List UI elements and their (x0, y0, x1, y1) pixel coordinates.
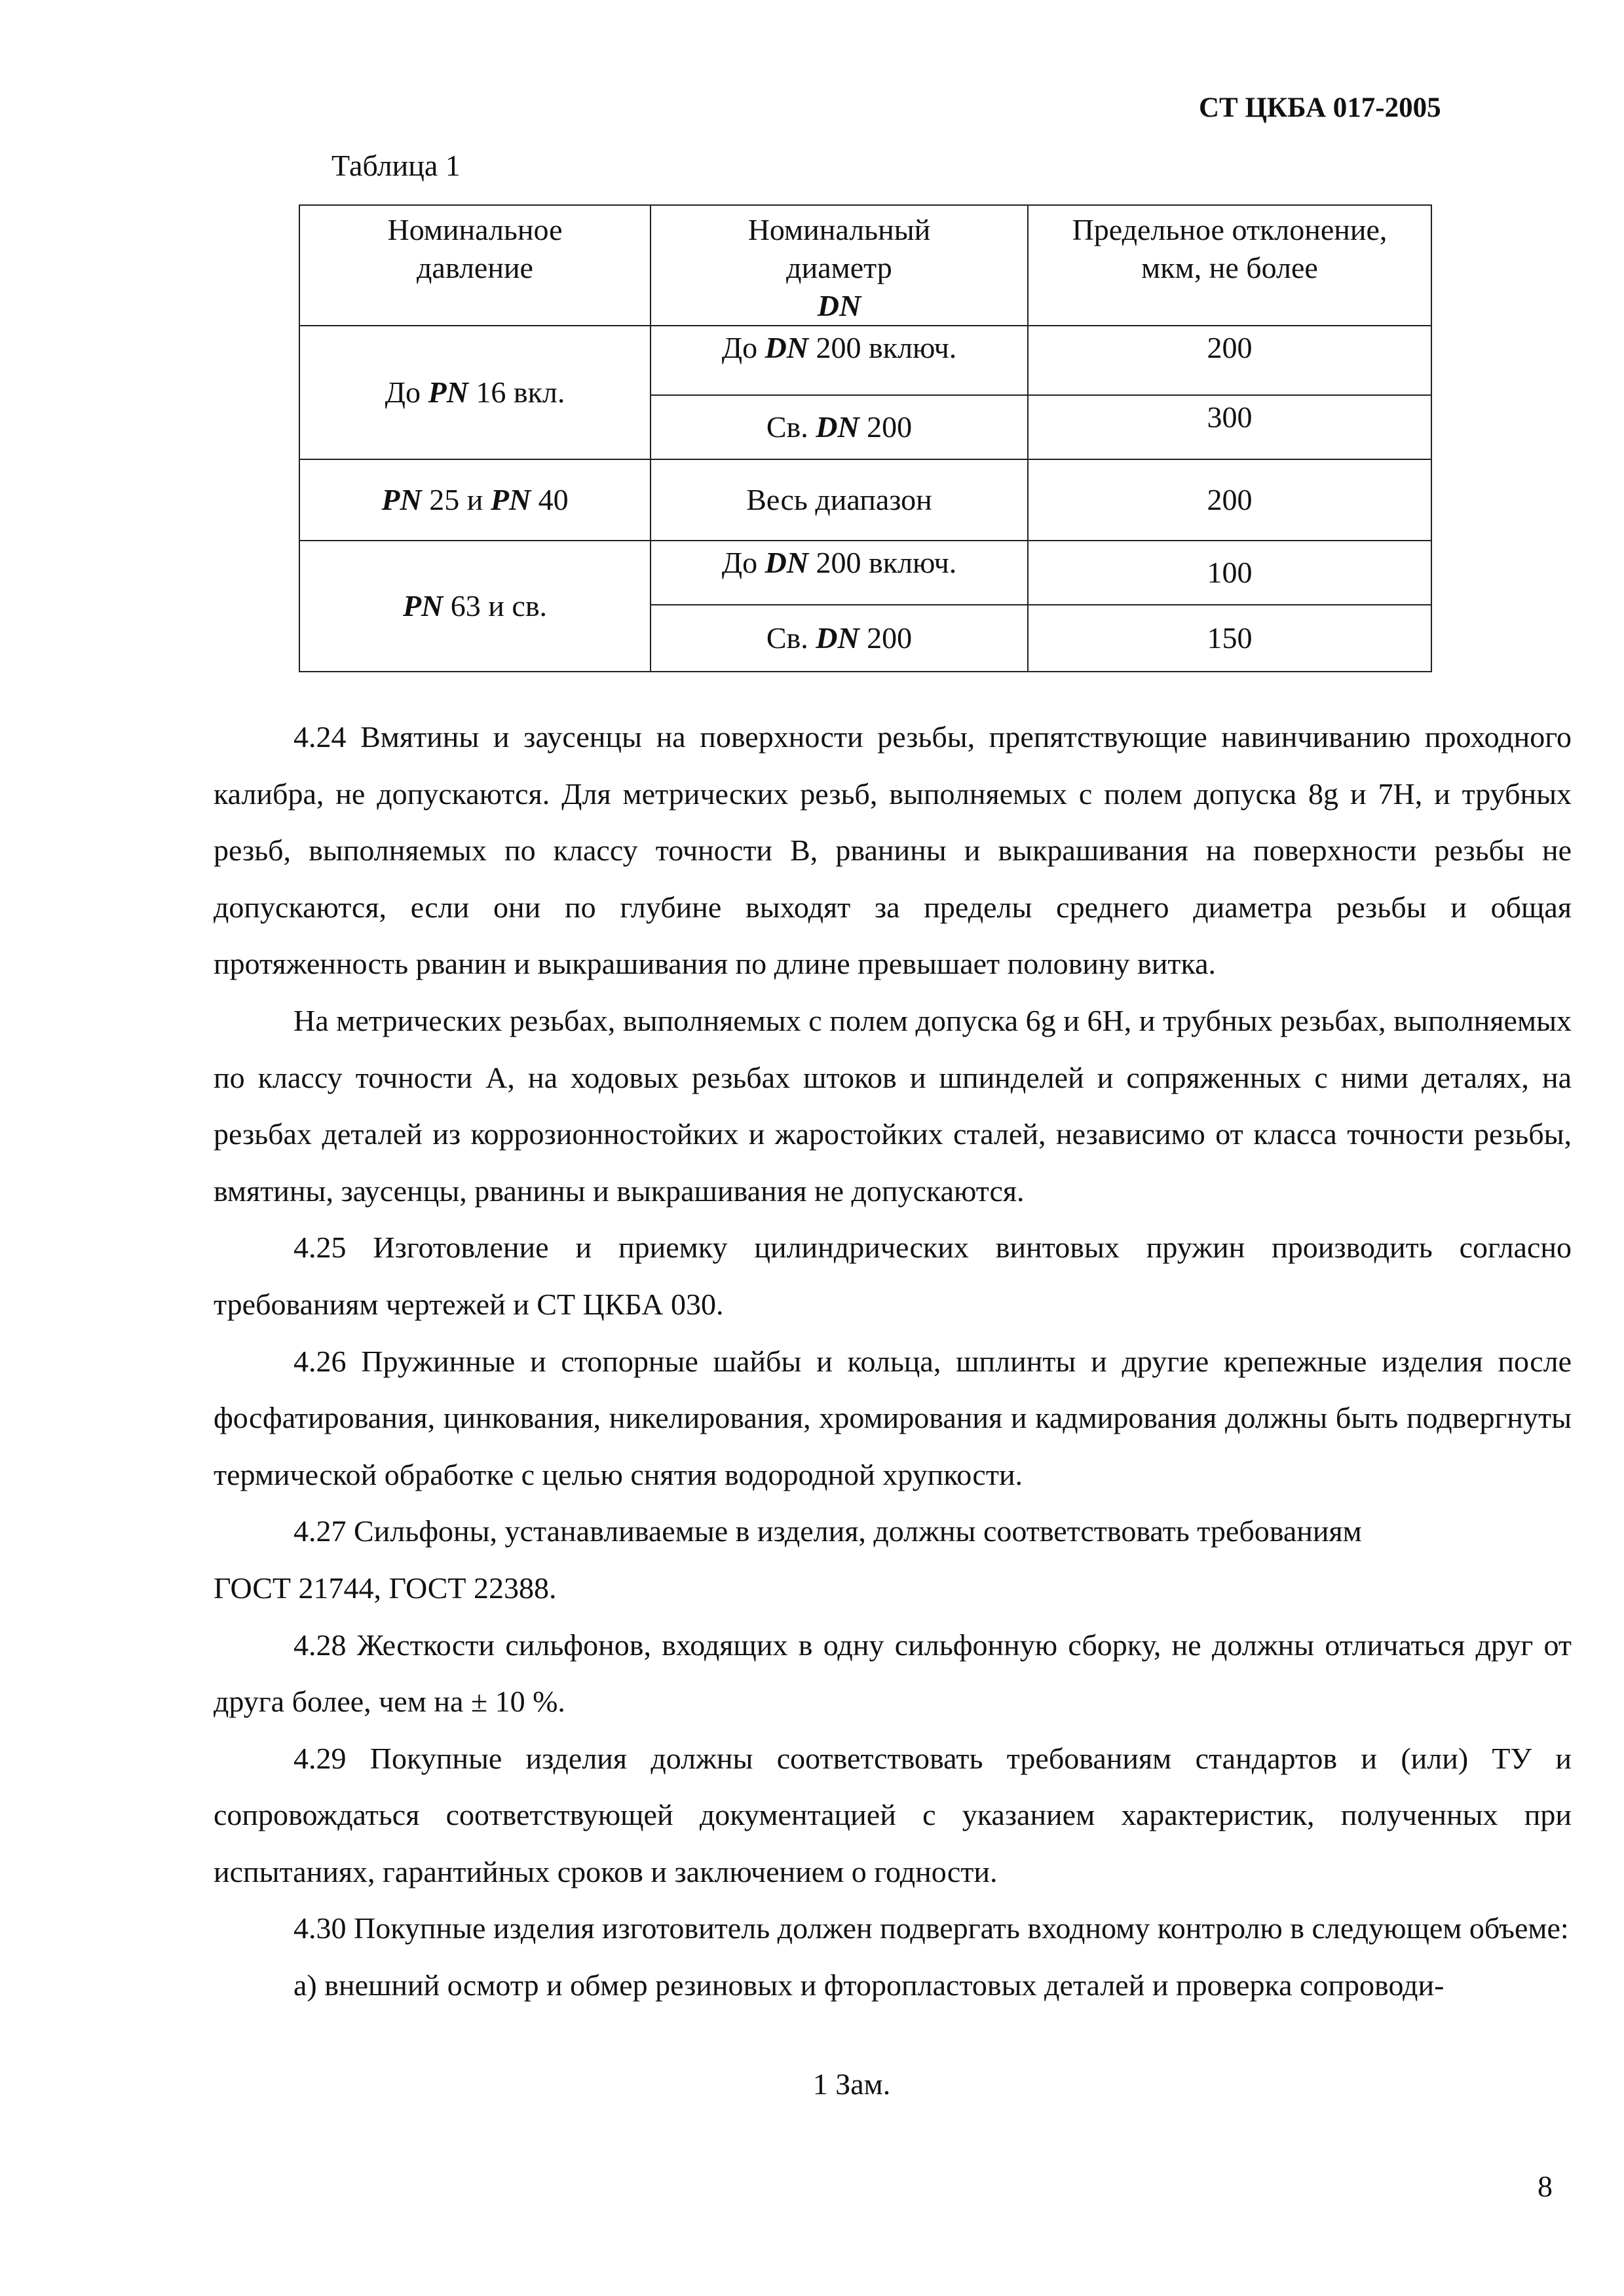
header-dn-symbol: DN (817, 289, 861, 322)
paragraph-4-27-standards: ГОСТ 21744, ГОСТ 22388. (214, 1571, 557, 1605)
cell-text: 200 включ. (808, 546, 957, 579)
deviation-cell: 200 (1028, 459, 1431, 541)
header-line (651, 287, 1027, 325)
cell-text: 63 и св. (443, 589, 548, 622)
paragraph-4-28: 4.28 Жесткости сильфонов, входящих в одну сильфонную сборку, не должны отличаться друг от друга более, чем на ± 10 %. (214, 1628, 1572, 1719)
deviation-cell: 300 (1028, 395, 1431, 459)
cell-text: До (721, 546, 765, 579)
pn-symbol: PN (381, 483, 422, 516)
tolerance-table (299, 204, 1432, 672)
paragraph-4-30: 4.30 Покупные изделия изготовитель должен подвергать входному контролю в следующем объеме: (293, 1911, 1569, 1945)
dn-symbol: DN (765, 546, 809, 579)
table-title: Таблица 1 (331, 149, 461, 182)
paragraph-4-26: 4.26 Пружинные и стопорные шайбы и кольца, шплинты и другие крепежные изделия после фосфатирования, цинкования, никелирования, хромирования и кадмирования должны быть подвергнуты термической обработке с целью снятия водородной хрупкости. (214, 1344, 1572, 1491)
header-deviation (1028, 205, 1431, 326)
diameter-cell (651, 605, 1028, 672)
table-row (299, 541, 1431, 605)
dn-symbol: DN (816, 621, 859, 655)
table-header-row (299, 205, 1431, 326)
paragraph-4-29: 4.29 Покупные изделия должны соответствовать требованиям стандартов и (или) ТУ и сопровождаться соответствующей документацией с указанием характеристик, полученных при испытаниях, гарантийных сроков и заключением о годности. (214, 1741, 1572, 1888)
cell-text: 40 (531, 483, 569, 516)
deviation-cell: 100 (1028, 541, 1431, 605)
diameter-cell (651, 541, 1028, 605)
header-nominal-diameter (651, 205, 1028, 326)
dn-symbol: DN (816, 410, 859, 444)
cell-text: Весь диапазон (746, 483, 932, 516)
paragraph-4-30-item-a: а) внешний осмотр и обмер резиновых и фторопластовых деталей и проверка сопроводи- (293, 1968, 1445, 2002)
paragraph-4-24-continued: На метрических резьбах, выполняемых с полем допуска 6g и 6Н, и трубных резьбах, выполняемых по классу точности А, на ходовых резьбах штоков и шпинделей и сопряженных с ними деталях, на резьбах деталей из коррозионностойких и жаростойких сталей, независимо от класса точности резьбы, вмятины, заусенцы, рванины и выкрашивания не допускаются. (214, 1003, 1572, 1208)
pressure-cell (299, 326, 651, 459)
cell-text: 16 вкл. (468, 375, 565, 409)
pressure-cell (299, 459, 651, 541)
cell-text: 200 (859, 410, 913, 444)
pn-symbol: PN (428, 375, 468, 409)
paragraph-4-25: 4.25 Изготовление и приемку цилиндрических винтовых пружин производить согласно требованиям чертежей и СТ ЦКБА 030. (214, 1231, 1572, 1321)
header-line: диаметр (786, 251, 892, 284)
deviation-cell: 200 (1028, 326, 1431, 395)
cell-text: 200 включ. (808, 331, 957, 364)
document-code: СТ ЦКБА 017-2005 (1199, 92, 1441, 123)
header-line: давление (417, 251, 533, 284)
header-line: Предельное отклонение, (1072, 213, 1388, 246)
cell-text: 200 (859, 621, 913, 655)
header-line: Номинальное (387, 213, 563, 246)
cell-text: Св. (766, 621, 816, 655)
pn-symbol: PN (490, 483, 531, 516)
body-text (214, 709, 1572, 2014)
diameter-cell (651, 459, 1028, 541)
diameter-cell (651, 326, 1028, 395)
table-row (299, 326, 1431, 395)
pressure-cell (299, 541, 651, 672)
table-row (299, 459, 1431, 541)
cell-text: 25 и (421, 483, 491, 516)
diameter-cell (651, 395, 1028, 459)
page-number: 8 (1538, 2170, 1553, 2203)
paragraph-4-27: 4.27 Сильфоны, устанавливаемые в изделия, должны соответствовать требованиям (293, 1514, 1362, 1548)
cell-text: До (721, 331, 765, 364)
change-note: 1 Зам. (812, 2067, 891, 2101)
paragraph-4-24: 4.24 Вмятины и заусенцы на поверхности резьбы, препятствующие навинчиванию проходного калибра, не допускаются. Для метрических резьб, выполняемых с полем допуска 8g и 7Н, и трубных резьб, выполняемых по классу точности В, рванины и выкрашивания на поверхности резьбы не допускаются, если они по глубине выходят за пределы среднего диаметра резьбы и общая протяженность рванин и выкрашивания по длине превышает половину витка. (214, 720, 1572, 981)
deviation-cell: 150 (1028, 605, 1431, 672)
header-line: Номинальный (747, 213, 931, 246)
dn-symbol: DN (765, 331, 809, 364)
pn-symbol: PN (402, 589, 444, 622)
header-line: мкм, не более (1141, 251, 1318, 284)
cell-text: Св. (766, 410, 816, 444)
cell-text: До (385, 375, 428, 409)
header-nominal-pressure (299, 205, 651, 326)
